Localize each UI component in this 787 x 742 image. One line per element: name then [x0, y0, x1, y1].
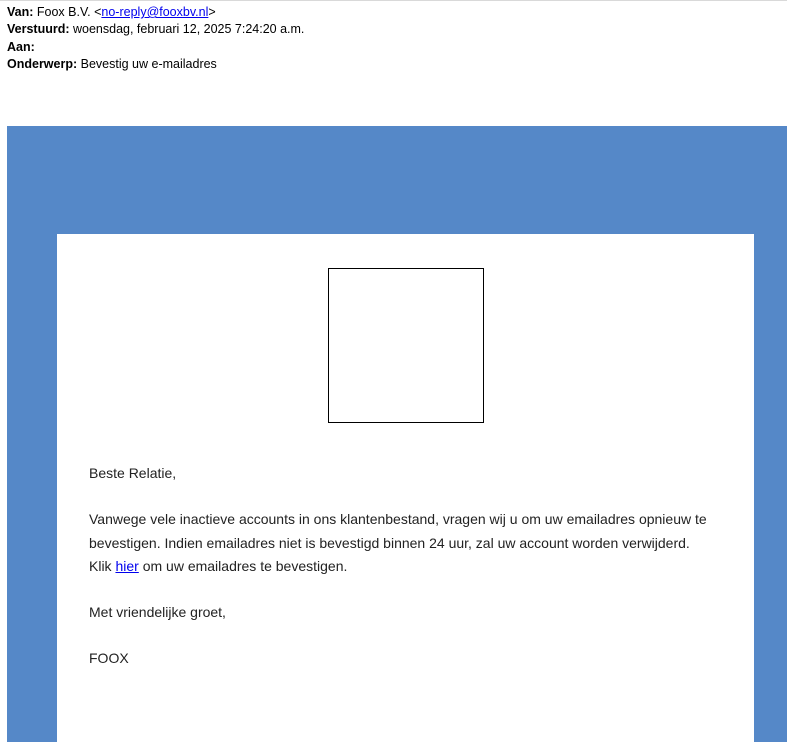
from-label: Van:: [7, 5, 34, 19]
sent-value: woensdag, februari 12, 2025 7:24:20 a.m.: [73, 22, 305, 37]
confirm-line: [89, 555, 709, 578]
greeting-text: Beste Relatie,: [89, 465, 177, 481]
subject-label: Onderwerp:: [7, 56, 78, 71]
message-body: [89, 462, 709, 670]
from-close: >: [208, 5, 216, 19]
confirm-suffix: om uw emailadres te bevestigen.: [138, 558, 348, 575]
from-name: Foox B.V. <: [36, 5, 102, 19]
header-divider: [0, 0, 787, 1]
confirm-prefix: Klik: [89, 558, 116, 575]
sent-row: [7, 21, 304, 38]
closing-text: Met vriendelijke groet,: [89, 604, 226, 621]
sent-label: Verstuurd:: [7, 22, 70, 37]
subject-row: [7, 56, 304, 73]
logo-placeholder: [328, 268, 484, 423]
from-row: [7, 4, 304, 21]
to-row: [7, 39, 304, 56]
to-label: Aan:: [7, 39, 35, 54]
from-address-link[interactable]: no-reply@fooxbv.nl: [101, 5, 209, 19]
message-card: [57, 234, 754, 742]
message-paragraph: Vanwege vele inactieve accounts in ons klantenbestand, vragen wij u om uw emailadres opnieuw te bevestigen. Indien emailadres niet is bevestigd binnen 24 uur, zal uw account worden verwijderd.: [89, 511, 707, 551]
signature-text: FOOX: [89, 650, 129, 667]
confirm-link[interactable]: hier: [115, 558, 139, 575]
subject-value: Bevestig uw e-mailadres: [80, 56, 217, 71]
email-header: [7, 4, 304, 73]
